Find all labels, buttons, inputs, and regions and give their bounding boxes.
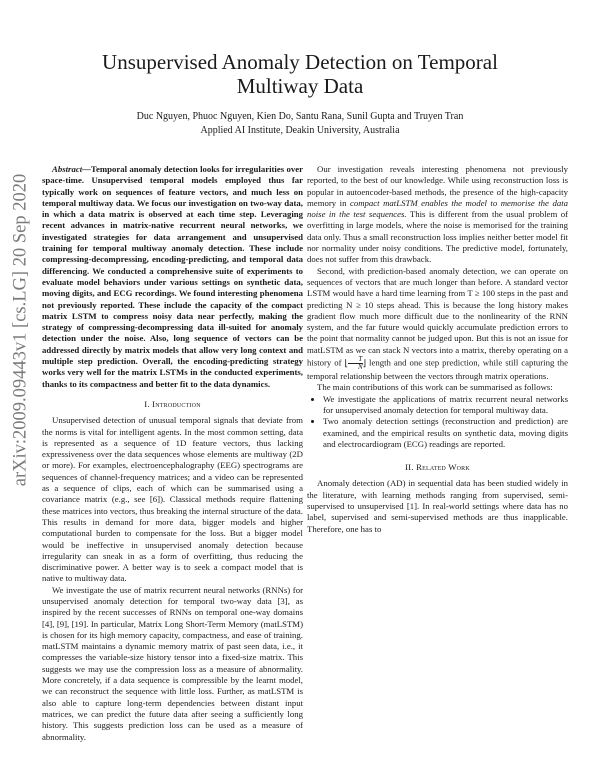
right-column-content [307,164,568,764]
list-item: • Two anomaly detection settings (reconstruction and prediction) are examined, and the empirical results on synthetic data, moving digits and electrocardiogram (ECG) readings are reported. [323,416,568,450]
abstract [42,164,303,390]
author-block [0,110,600,138]
intro-paragraph: The main contributions of this work can be summarised as follows: [317,382,553,393]
affiliation: Applied AI Institute, Deakin University, Australia [200,125,400,136]
arxiv-stamp [8,173,34,487]
emphasis: compact matLSTM enables the model to memorise the data noise in the test sequences. [307,197,568,220]
intro-paragraph: Second, with prediction-based anomaly detection, we can operate on sequences of vectors that are much longer than before. A standard vector LSTM would have a hard time learning from T ≥ 100 steps in the past and predicting N ≥ 10 steps ahead. This is because the long history makes gradient flow much more difficult due to the nonlinearity of the RNN system, and the far future would quickly accumulate prediction errors to the point that normality cannot be judged upon. But this is not an issue for matLSTM as we can stack N vectors into a matrix, thereby operating on a history of ⌊ $\frac{T}{N}$ ⌋ length and one step prediction, while still capturing the temporal relationship between the vectors through matrix operations. [307,265,568,382]
arxiv-stamp-text: arXiv:2009.09443v1 [cs.LG] 20 Sep 2020 [10,173,31,487]
contributions-list [307,394,568,450]
title-line-1: Unsupervised Anomaly Detection on Temporal [102,50,498,74]
floor-fraction: ⌊ $\frac{T}{N}$ ⌋ [344,355,367,372]
intro-paragraph: Our investigation reveals interesting phenomena not previously reported, to the best of our knowledge. While using reconstruction loss is popular in autoencoder-based methods, the presence of the high-capacity memory in compact matLSTM enables the model to memorise the data noise in the test sequences. This is different from the usual problem of overfitting in large models, where the noise is memorised for the training data only. Thus a small reconstruction loss implies neither better model fit nor normality under noisy conditions. The predictive model, fortunately, does not suffer from this drawback. [307,164,568,265]
right-column-flow [307,164,568,535]
title-line-2: Multiway Data [236,74,364,98]
paper-title [0,50,600,98]
section-heading-introduction: I. Introduction [144,398,201,409]
section-heading-related-work: II. Related Work [405,462,470,473]
abstract-text: —Temporal anomaly detection looks for irregularities over space-time. Unsupervised temporal models employed thus far typically work on sequences of feature vectors, and much less on temporal multiway data. We focus our investigation on two-way data, in which a data matrix is observed at each time step. Leveraging recent advances in matrix-native recurrent neural networks, we investigated strategies for data arrangement and unsupervised training for temporal multiway anomaly detection. These include compressing-decompressing, encoding-predicting, and temporal data differencing. We conducted a comprehensive suite of experiments to evaluate model behaviors under various settings on synthetic data, moving digits, and ECG recordings. We found interesting phenomena not previously reported. These include the capacity of the compact matrix LSTM to compress noisy data near perfectly, making the strategy of compressing-decompressing data ill-suited for anomaly detection under the noise. Also, long sequence of vectors can be addressed directly by matrix models that allow very long context and multiple step prediction. Overall, the encoding-predicting strategy works very well for the matrix LSTMs in the conducted experiments, thanks to its compactness and better fit to the data dynamics. [42,164,303,389]
list-item: • We investigate the applications of matrix recurrent neural networks for unsupervised anomaly detection for temporal multiway data. [323,394,568,417]
left-column [42,164,303,764]
intro-paragraph: Unsupervised detection of unusual temporal signals that deviate from the norms is vital for intelligent agents. In the most common setting, data is represented as a sequence of 1D feature vectors, thus lacking expressiveness over the data sequences whose elements are multiway (2D or more). For examples, electroencephalography (EEG) spectrograms are sequences of channel-frequency matrices; and a video can be represented as a sequence of clips, each of which can be summarised using a covariance matrix (e.g., see [6]). Classical methods require flattening these matrices into vectors, thus breaking the internal structure of the data. This results in demand for more data, bigger models and higher computational burden to compensate for the loss. But a bigger model would be ineffective in unsupervised anomaly detection because irregularity can sneak in as a form of overfitting, thus reducing the discriminative power. A better way is to seek a compact model that is native to multiway data. [42,415,303,584]
related-paragraph: Anomaly detection (AD) in sequential data has been studied widely in the literature, with learning methods ranging from supervised, semi-supervised to unsupervised [1]. In real-world settings where data has no label, supervised and semi-supervised methods are thus inapplicable. Therefore, one has to [307,478,568,534]
intro-paragraph: We investigate the use of matrix recurrent neural networks (RNNs) for unsupervised anomaly detection for temporal two-way data [3], as inspired by the recent successes of RNNs on temporal one-way domains [4], [9], [19]. In particular, Matrix Long Short-Term Memory (matLSTM) is chosen for its high memory capacity, compactness, and ease of training. matLSTM maintains a dynamic memory matrix of past seen data, i.e., it compresses the variable-size history tensor into a fixed-size matrix. This suggests we may use the compression loss as a measure of abnormality. More concretely, if a data sequence is compressible by the learnt model, we can reconstruct the sequence with little loss. Further, as matLSTM is also able to capture long-term dependencies between distant input matrices, we can predict the future data after seeing a sufficiently long history. This suggests prediction loss can be used as a measure of abnormality. [42,584,303,742]
abstract-label: Abstract [52,164,83,174]
authors: Duc Nguyen, Phuoc Nguyen, Kien Do, Santu Rana, Sunil Gupta and Truyen Tran [136,111,464,122]
